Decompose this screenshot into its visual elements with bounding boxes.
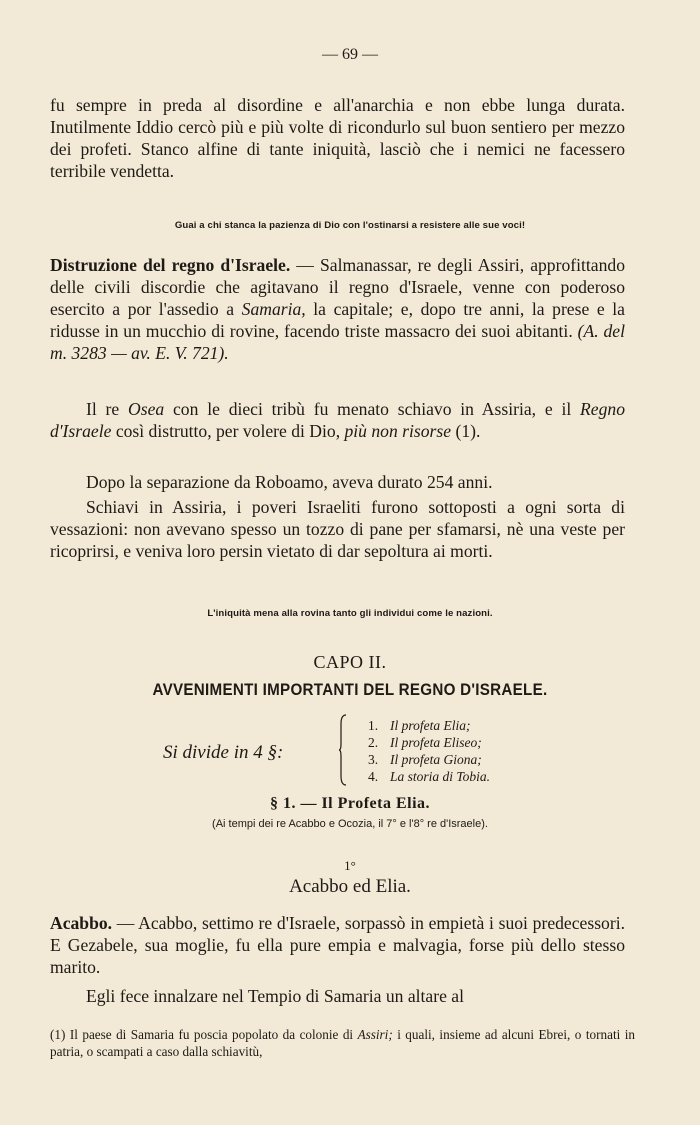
list-item: 4. La storia di Tobia. xyxy=(368,769,491,784)
footnote-ref: (1). xyxy=(451,421,481,441)
section-heading-elia: § 1. — Il Profeta Elia. xyxy=(269,795,431,812)
text-segment: così distrutto, per volere di Dio, xyxy=(111,421,345,441)
text-segment: Dopo la separazione da Roboamo, aveva durato 254 anni. xyxy=(86,472,493,492)
phrase-piu-non-risorse: più non risorse xyxy=(344,421,452,441)
section-subtitle: (Ai tempi dei re Acabbo e Ocozia, il 7° e l'8° re d'Israele). xyxy=(212,818,488,830)
subsection-number: 1° xyxy=(344,858,356,873)
paragraph-osea xyxy=(50,398,625,442)
paragraph-distruzione xyxy=(50,254,625,364)
name-assiri: Assiri; xyxy=(357,1027,393,1042)
date-note: (A. del m. 3283 — av. E. V. 721). xyxy=(50,321,625,363)
page-number: — 69 — xyxy=(322,46,378,63)
list-item: 2. Il profeta Eliseo; xyxy=(368,735,482,750)
text-segment: — Acabbo, settimo re d'Israele, sorpassò in empietà i suoi predecessori. E Gezabele, sua moglie, fu ella pure empia e malvagia, forse più dello stesso marito. xyxy=(50,913,625,977)
footnote xyxy=(50,1026,635,1060)
paragraph-separazione xyxy=(50,471,625,493)
text-segment: (1) Il paese di Samaria fu poscia popolato da colonie di xyxy=(50,1027,358,1042)
paragraph-intro: fu sempre in preda al disordine e all'anarchia e non ebbe lunga durata. Inutilmente Iddio cercò più e più volte di ricondurlo sul buon sentiero per mezzo dei profeti. Stanco alfine di tante iniquità, lasciò che i nemici ne facessero terribile vendetta. xyxy=(50,95,625,181)
paragraph-schiavi xyxy=(50,496,625,562)
chapter-divide-note: Si divide in 4 §: xyxy=(163,742,284,763)
text-segment: Schiavi in Assiria, i poveri Israeliti furono sottoposti a ogni sorta di vessazioni: non avevano spesso un tozzo di pane per sfamarsi, nè una veste per ricoprirsi, e veniva loro persin vietato di dar sepoltura ai morti. xyxy=(50,497,625,561)
chapter-label: CAPO II. xyxy=(313,652,387,672)
paragraph-altare xyxy=(50,985,625,1007)
section-heading-acabbo: Acabbo. xyxy=(50,913,113,933)
text-segment: i quali, insieme ad alcuni Ebrei, o tornati in patria, o scampati a caso dalla schiavitù, xyxy=(50,1027,635,1059)
name-osea: Osea xyxy=(128,399,165,419)
motto-iniquita: L'iniquità mena alla rovina tanto gli individui come le nazioni. xyxy=(207,608,493,619)
subsection-title: Acabbo ed Elia. xyxy=(289,876,411,897)
text-segment: la capitale; e, dopo tre anni, la prese e la ridusse in un mucchio di rovine, facendo triste massacro dei suoi abitanti. xyxy=(50,299,625,341)
text-segment: con le dieci tribù fu menato schiavo in Assiria, e il xyxy=(164,399,581,419)
text-segment: Il re xyxy=(86,399,129,419)
place-samaria: Samaria, xyxy=(241,299,306,319)
chapter-contents-list xyxy=(368,717,490,785)
brace-icon xyxy=(338,714,348,786)
section-heading-distruzione: Distruzione del regno d'Israele. xyxy=(50,255,291,275)
motto-patience: Guai a chi stanca la pazienza di Dio con l'ostinarsi a resistere alle sue voci! xyxy=(174,220,526,231)
text-segment: — Salmanassar, re degli Assiri, approfittando delle civili discordie che agitavano il regno d'Israele, venne con poderoso esercito a por l'assedio a xyxy=(50,255,625,319)
paragraph-acabbo xyxy=(50,912,625,978)
list-item: 3. Il profeta Giona; xyxy=(368,752,482,767)
name-regno: Regno d'Israele xyxy=(50,399,625,441)
text-segment: Egli fece innalzare nel Tempio di Samaria un altare al xyxy=(86,986,465,1006)
chapter-title: AVVENIMENTI IMPORTANTI DEL REGNO D'ISRAELE. xyxy=(152,681,548,699)
list-item: 1. Il profeta Elia; xyxy=(368,718,471,733)
